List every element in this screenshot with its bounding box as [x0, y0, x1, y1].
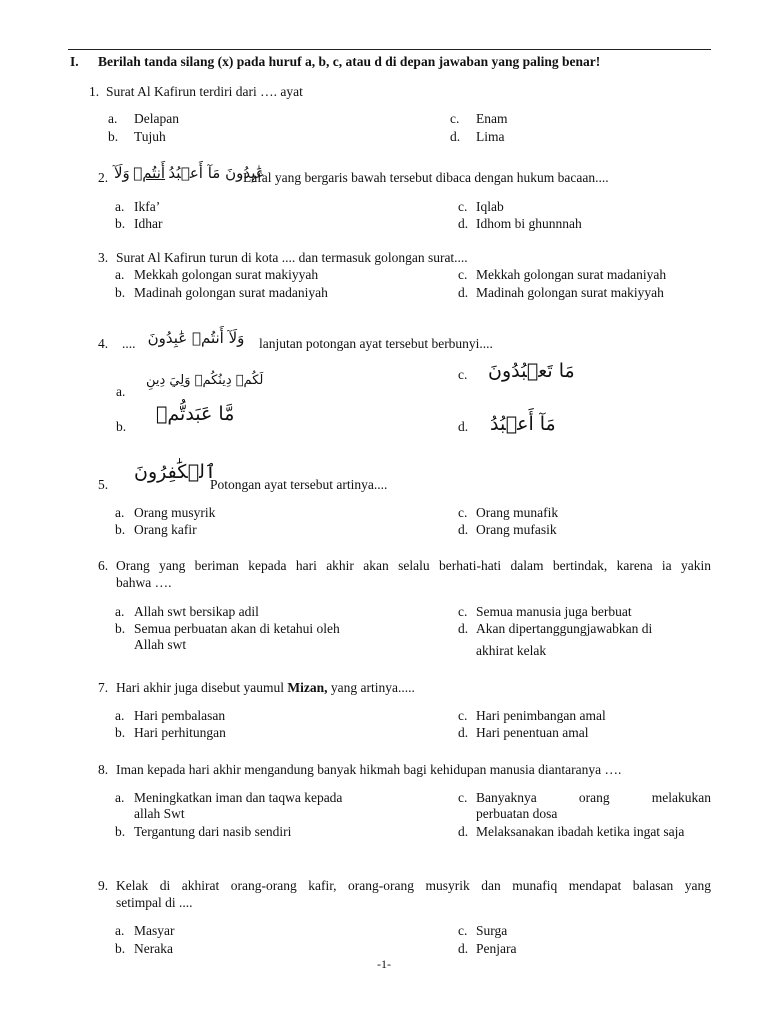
option-b[interactable]: Madinah golongan surat madaniyah	[134, 285, 328, 300]
option-letter: d.	[458, 522, 469, 537]
question-number: 7.	[98, 680, 109, 695]
question-text: lanjutan potongan ayat tersebut berbunyi....	[259, 336, 493, 351]
option-a[interactable]: Orang musyrik	[134, 505, 216, 520]
option-b[interactable]: Idhar	[134, 216, 163, 231]
option-c[interactable]: Hari penimbangan amal	[476, 708, 606, 723]
question-text: Iman kepada hari akhir mengandung banyak hikmah bagi kehidupan manusia diantaranya ….	[116, 762, 622, 777]
option-letter: b.	[115, 216, 126, 231]
option-letter: c.	[458, 505, 468, 520]
option-letter: a.	[115, 505, 125, 520]
option-letter: a.	[115, 790, 125, 805]
question-number: 5.	[98, 477, 109, 492]
option-d[interactable]: Madinah golongan surat makiyyah	[476, 285, 664, 300]
option-letter: d.	[458, 941, 469, 956]
option-d[interactable]: مَآ أَعۡبُدُ	[490, 413, 556, 435]
arabic-verse	[114, 164, 265, 182]
arabic-word: ٱلۡكَٰفِرُونَ	[134, 461, 217, 483]
question-text-line1: Orang yang beriman kepada hari akhir akan selalu berhati-hati dalam bertindak, karena ia yakin	[116, 558, 711, 573]
option-letter: c.	[450, 111, 460, 126]
option-a[interactable]: Masyar	[134, 923, 175, 938]
option-letter: c.	[458, 367, 468, 382]
question-text: Lafal yang bergaris bawah tersebut dibaca dengan hukum bacaan....	[243, 170, 609, 185]
question-dots: ....	[122, 336, 136, 351]
option-c[interactable]: Iqlab	[476, 199, 504, 214]
option-d[interactable]: Lima	[476, 129, 505, 144]
option-letter: b.	[116, 419, 127, 434]
option-letter: d.	[458, 419, 469, 434]
option-letter: b.	[115, 522, 126, 537]
question-text: Surat Al Kafirun terdiri dari …. ayat	[106, 84, 303, 99]
option-c[interactable]: مَا تَعۡبُدُونَ	[488, 360, 575, 382]
arabic-pre: وَلَآ	[114, 164, 130, 182]
option-c[interactable]: Mekkah golongan surat madaniyah	[476, 267, 667, 282]
option-letter: d.	[458, 725, 469, 740]
option-letter: b.	[115, 285, 126, 300]
option-b[interactable]: Hari perhitungan	[134, 725, 226, 740]
option-c[interactable]: Enam	[476, 111, 508, 126]
option-letter: b.	[115, 824, 126, 839]
option-d[interactable]: Orang mufasik	[476, 522, 557, 537]
option-c[interactable]: Orang munafik	[476, 505, 559, 520]
option-c[interactable]: Surga	[476, 923, 508, 938]
question-text: Surat Al Kafirun turun di kota .... dan termasuk golongan surat....	[116, 250, 468, 265]
option-letter: a.	[108, 111, 118, 126]
option-letter: d.	[450, 129, 461, 144]
option-letter: c.	[458, 199, 468, 214]
arabic-post: عَٰبِدُونَ مَآ أَعۡبُدُ	[168, 164, 265, 182]
option-b[interactable]: Tujuh	[134, 129, 166, 144]
option-letter: d.	[458, 216, 469, 231]
question-number: 8.	[98, 762, 109, 777]
question-number: 9.	[98, 878, 109, 893]
option-a[interactable]: Delapan	[134, 111, 179, 126]
instruction-text: Berilah tanda silang (x) pada huruf a, b, c, atau d di depan jawaban yang paling benar!	[98, 54, 601, 69]
option-letter: c.	[458, 604, 468, 619]
option-letter: a.	[115, 199, 125, 214]
option-letter: d.	[458, 285, 469, 300]
option-letter: c.	[458, 267, 468, 282]
question-text-line2: setimpal di ....	[116, 895, 193, 910]
option-a[interactable]: Hari pembalasan	[134, 708, 226, 723]
arabic-underlined: أَنتُمۡ	[133, 164, 166, 182]
option-c[interactable]: Banyaknya orang melakukan perbuatan dosa	[476, 790, 711, 821]
option-letter: b.	[115, 941, 126, 956]
option-letter: d.	[458, 621, 469, 636]
option-letter: b.	[115, 621, 126, 636]
question-number: 3.	[98, 250, 109, 265]
option-d[interactable]: Hari penentuan amal	[476, 725, 589, 740]
option-letter: a.	[115, 923, 125, 938]
question-text-line2: bahwa ….	[116, 575, 172, 590]
option-letter: a.	[115, 267, 125, 282]
question-number: 4.	[98, 336, 109, 351]
option-b[interactable]: مَّا عَبَدتُّمۡ	[156, 403, 235, 425]
option-a[interactable]: Meningkatkan iman dan taqwa kepada allah Swt	[134, 790, 343, 821]
option-letter: a.	[115, 708, 125, 723]
question-number: 6.	[98, 558, 109, 573]
option-a[interactable]: لَكُمۡ دِينُكُمۡ وَلِيَ دِينِ	[146, 373, 264, 388]
option-letter: a.	[115, 604, 125, 619]
option-c[interactable]: Semua manusia juga berbuat	[476, 604, 632, 619]
question-text-line1: Kelak di akhirat orang-orang kafir, orang-orang musyrik dan munafiq mendapat balasan yang	[116, 878, 711, 893]
header-rule	[68, 49, 711, 50]
section-number: I.	[70, 54, 79, 69]
question-number: 1.	[89, 84, 100, 99]
question-number: 2.	[98, 170, 109, 185]
option-letter: d.	[458, 824, 469, 839]
question-text: Hari akhir juga disebut yaumul Mizan, yang artinya.....	[116, 680, 415, 695]
option-d[interactable]: Melaksanakan ibadah ketika ingat saja	[476, 824, 685, 839]
arabic-verse: وَلَآ أَنتُمۡ عَٰبِدُونَ	[147, 329, 245, 347]
option-letter: c.	[458, 923, 468, 938]
option-d[interactable]: Akan dipertanggungjawabkan di akhirat kelak	[476, 621, 653, 658]
option-a[interactable]: Allah swt bersikap adil	[134, 604, 259, 619]
option-d[interactable]: Idhom bi ghunnnah	[476, 216, 582, 231]
option-letter: a.	[116, 384, 126, 399]
option-letter: c.	[458, 708, 468, 723]
option-a[interactable]: Mekkah golongan surat makiyyah	[134, 267, 319, 282]
question-text: Potongan ayat tersebut artinya....	[210, 477, 388, 492]
option-letter: b.	[108, 129, 119, 144]
option-letter: c.	[458, 790, 468, 805]
option-a[interactable]: Ikfa’	[134, 199, 161, 214]
option-b[interactable]: Neraka	[134, 941, 173, 956]
option-letter: b.	[115, 725, 126, 740]
page-number: -1-	[377, 957, 391, 971]
option-b[interactable]: Tergantung dari nasib sendiri	[134, 824, 292, 839]
option-d[interactable]: Penjara	[476, 941, 517, 956]
option-b[interactable]: Semua perbuatan akan di ketahui oleh Allah swt	[134, 621, 340, 652]
option-b[interactable]: Orang kafir	[134, 522, 197, 537]
